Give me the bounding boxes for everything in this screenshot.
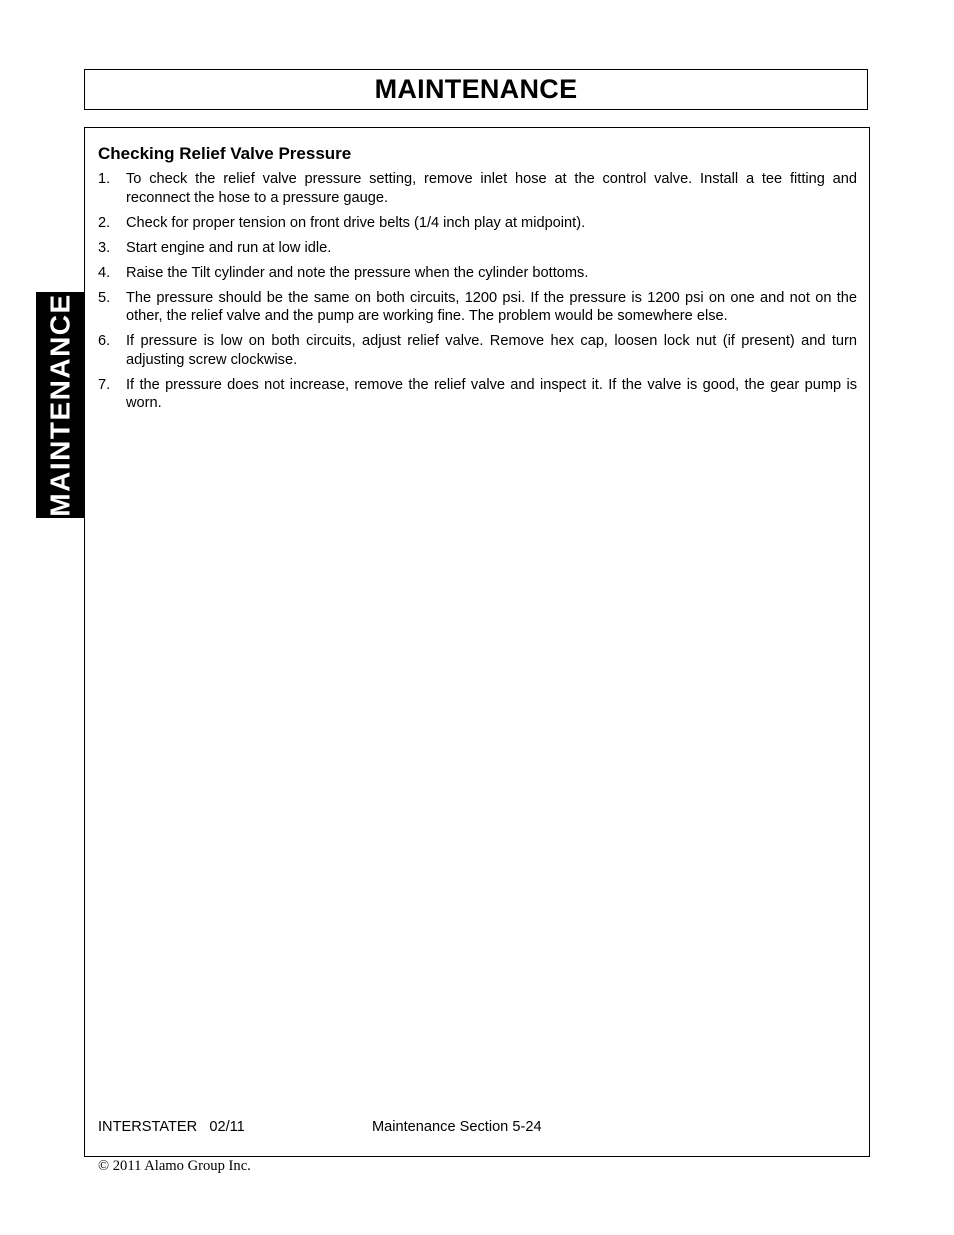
side-tab-label: MAINTENANCE — [44, 293, 76, 517]
page-header — [84, 69, 868, 110]
step-number: 6. — [98, 333, 111, 349]
list-item — [98, 264, 857, 283]
step-text: If pressure is low on both circuits, adjust relief valve. Remove hex cap, loosen lock nut (if present) and turn adjusting screw clockwise. — [126, 333, 857, 368]
footer-product-date: INTERSTATER 02/11 — [98, 1119, 245, 1135]
list-item — [98, 170, 857, 207]
section-side-tab — [36, 292, 85, 518]
step-number: 4. — [98, 264, 111, 281]
step-number: 1. — [98, 171, 111, 187]
list-item — [98, 214, 857, 233]
list-item — [98, 289, 857, 326]
copyright-notice: © 2011 Alamo Group Inc. — [98, 1158, 251, 1174]
step-text: Check for proper tension on front drive belts (1/4 inch play at midpoint). — [126, 214, 586, 231]
footer-section-page: Maintenance Section 5-24 — [372, 1119, 542, 1135]
step-text: Start engine and run at low idle. — [126, 239, 332, 256]
step-number: 3. — [98, 239, 111, 256]
section-heading: Checking Relief Valve Pressure — [98, 144, 352, 163]
list-item — [98, 239, 857, 258]
step-text: The pressure should be the same on both circuits, 1200 psi. If the pressure is 1200 psi on one and not on the other, the relief valve and the pump are working fine. The problem would be somewhere else. — [126, 289, 857, 324]
step-text: Raise the Tilt cylinder and note the pressure when the cylinder bottoms. — [126, 264, 589, 281]
list-item — [98, 332, 857, 369]
list-item — [98, 376, 857, 413]
page-title: MAINTENANCE — [374, 74, 578, 104]
step-text: To check the relief valve pressure setting, remove inlet hose at the control valve. Install a tee fitting and reconnect the hose to a pressure gauge. — [126, 171, 857, 206]
step-number: 2. — [98, 214, 111, 231]
content-panel — [84, 127, 870, 1157]
step-text: If the pressure does not increase, remove the relief valve and inspect it. If the valve is good, the gear pump is worn. — [126, 376, 857, 411]
step-number: 5. — [98, 289, 111, 306]
steps-list — [98, 170, 857, 419]
step-number: 7. — [98, 376, 111, 393]
